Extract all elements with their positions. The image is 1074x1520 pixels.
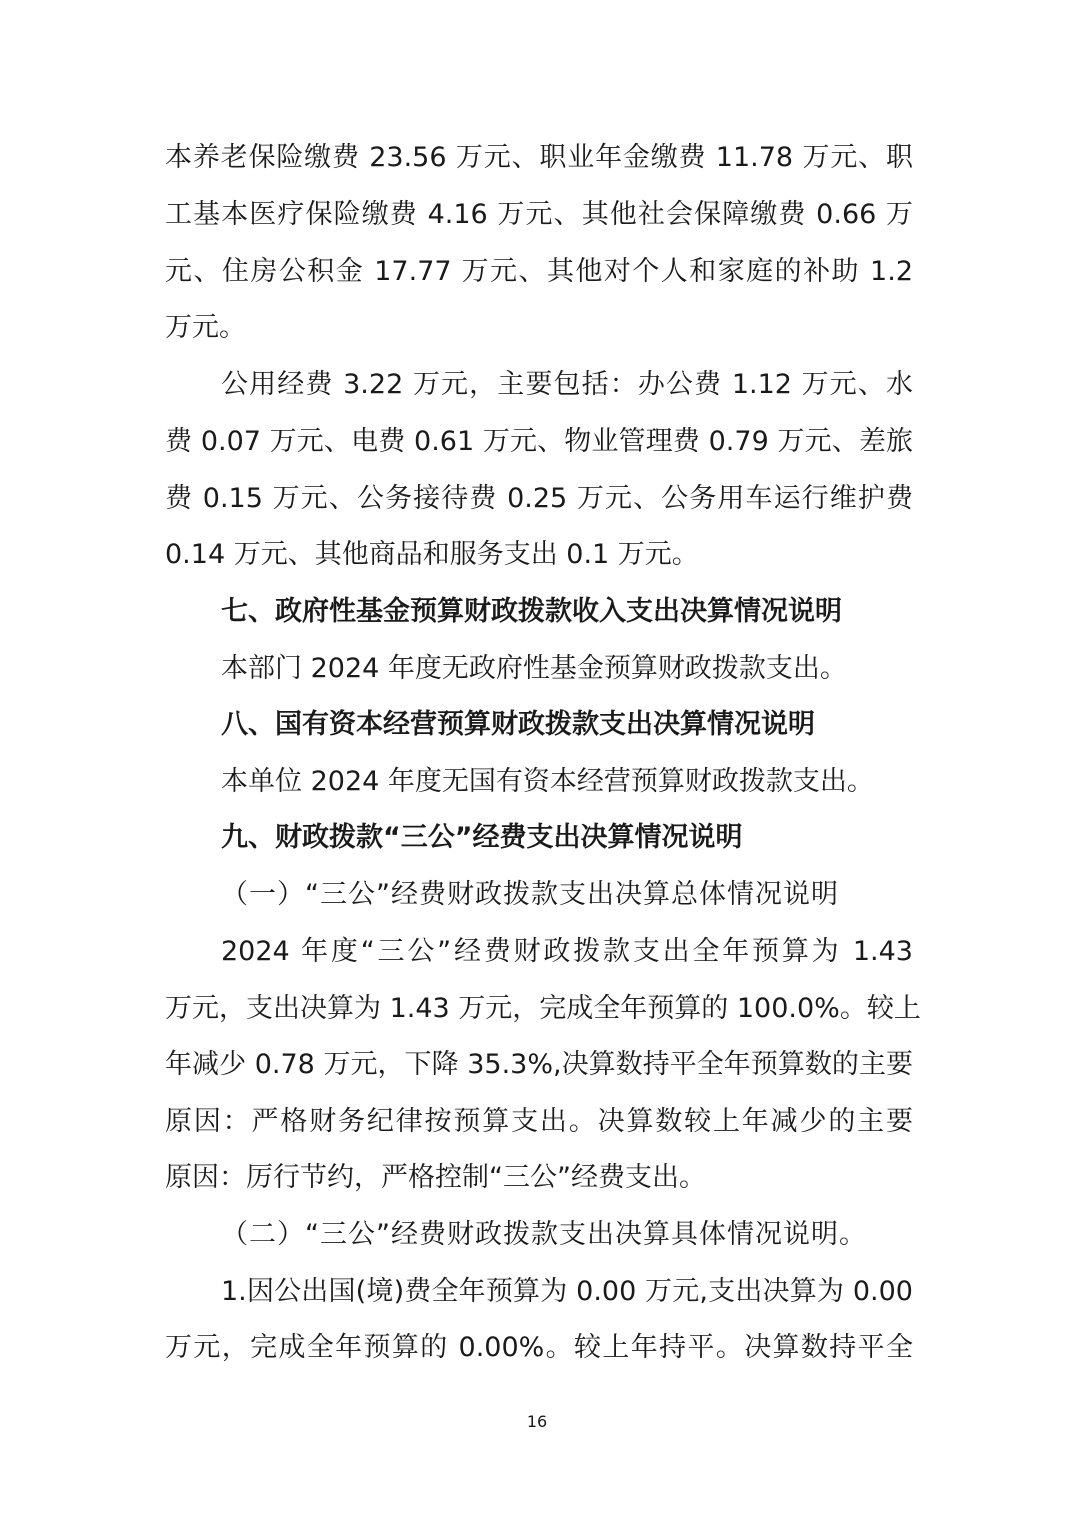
body-text-line: 本部门 2024 年度无政府性基金预算财政拨款支出。 <box>221 653 847 684</box>
page-number: 16 <box>526 1412 548 1431</box>
body-text-line: 费 0.15 万元、公务接待费 0.25 万元、公务用车运行维护费 <box>165 483 913 514</box>
subsection-heading-2: （二）“三公”经费财政拨款支出决算具体情况说明。 <box>221 1219 867 1250</box>
section-heading-8: 八、国有资本经营预算财政拨款支出决算情况说明 <box>221 709 815 740</box>
body-text-line: 年减少 0.78 万元，下降 35.3%,决算数持平全年预算数的主要 <box>165 1049 913 1080</box>
section-heading-9: 九、财政拨款“三公”经费支出决算情况说明 <box>221 822 743 853</box>
body-text-line: 费 0.07 万元、电费 0.61 万元、物业管理费 0.79 万元、差旅 <box>165 426 913 457</box>
body-text-line: 1.因公出国(境)费全年预算为 0.00 万元,支出决算为 0.00 <box>221 1276 913 1307</box>
body-text-line: 公用经费 3.22 万元，主要包括：办公费 1.12 万元、水 <box>221 369 913 400</box>
body-text-line: 原因：严格财务纪律按预算支出。决算数较上年减少的主要 <box>165 1106 913 1137</box>
body-text-line: 本养老保险缴费 23.56 万元、职业年金缴费 11.78 万元、职 <box>165 142 913 173</box>
body-text-line: 2024 年度“三公”经费财政拨款支出全年预算为 1.43 <box>221 936 913 967</box>
body-text-line: 万元，完成全年预算的 0.00%。较上年持平。决算数持平全 <box>165 1332 913 1363</box>
section-heading-7: 七、政府性基金预算财政拨款收入支出决算情况说明 <box>221 596 842 627</box>
body-text-line: 原因：厉行节约，严格控制“三公”经费支出。 <box>165 1162 706 1193</box>
body-text-line: 本单位 2024 年度无国有资本经营预算财政拨款支出。 <box>221 766 874 797</box>
body-text-line: 万元，支出决算为 1.43 万元，完成全年预算的 100.0%。较上 <box>165 993 921 1024</box>
body-text-line: 工基本医疗保险缴费 4.16 万元、其他社会保障缴费 0.66 万 <box>165 199 913 230</box>
subsection-heading-1: （一）“三公”经费财政拨款支出决算总体情况说明 <box>221 879 839 910</box>
body-text-line: 元、住房公积金 17.77 万元、其他对个人和家庭的补助 1.2 <box>165 256 913 287</box>
body-text-line: 0.14 万元、其他商品和服务支出 0.1 万元。 <box>165 539 699 570</box>
body-text-line: 万元。 <box>165 312 246 343</box>
